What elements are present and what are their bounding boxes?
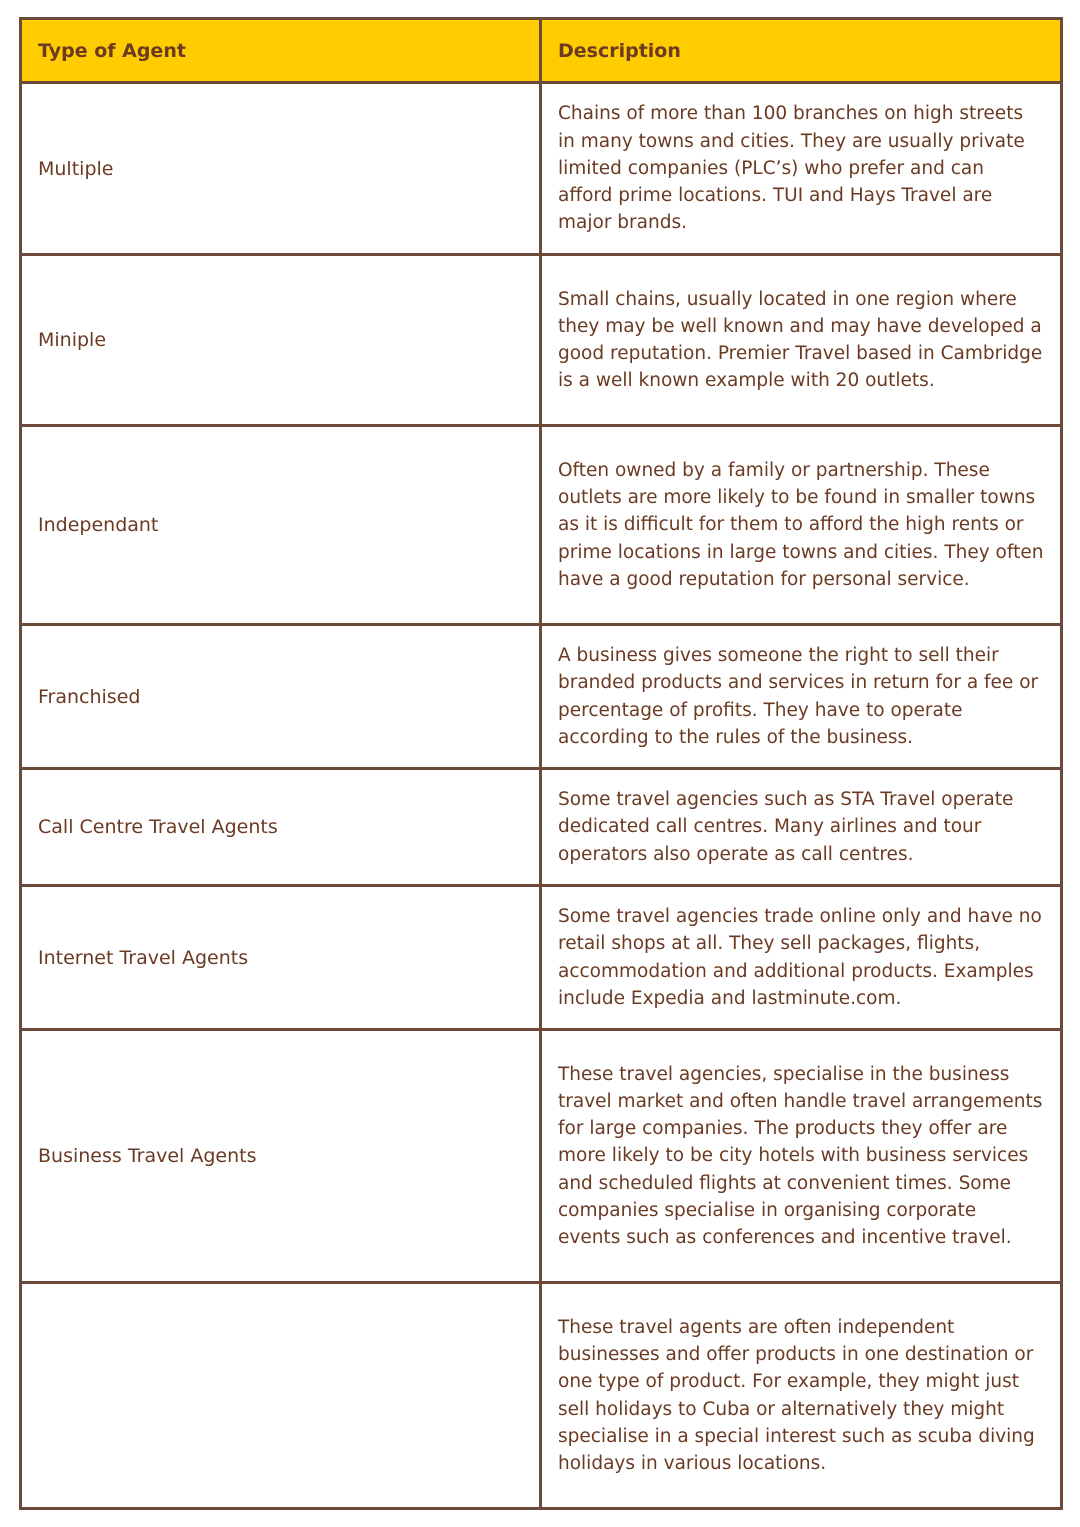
agent-type-cell: [21, 1283, 541, 1509]
agent-description-cell: Small chains, usually located in one region where they may be well known and may have developed a good reputation. Premier Travel based in Cambridge is a well known example with 20 outlets.: [541, 255, 1062, 426]
table-row: [21, 83, 1062, 255]
header-description: Description: [541, 19, 1062, 83]
agent-type-cell: Miniple: [21, 255, 541, 426]
agent-description-cell: Often owned by a family or partnership. These outlets are more likely to be found in smaller towns as it is difficult for them to afford the high rents or prime locations in large towns and cities. They often have a good reputation for personal service.: [541, 426, 1062, 625]
table-header-row: [21, 19, 1062, 83]
table-row: [21, 1030, 1062, 1283]
agent-description-cell: These travel agencies, specialise in the business travel market and often handle travel arrangements for large companies. The products they offer are more likely to be city hotels with business services and scheduled flights at convenient times. Some companies specialise in organising corporate events such as conferences and incentive travel.: [541, 1030, 1062, 1283]
agent-description-cell: Some travel agencies such as STA Travel operate dedicated call centres. Many airlines and tour operators also operate as call centres.: [541, 769, 1062, 886]
agent-type-cell: Call Centre Travel Agents: [21, 769, 541, 886]
agent-type-cell: Multiple: [21, 83, 541, 255]
agent-type-cell: Internet Travel Agents: [21, 886, 541, 1030]
agent-description-cell: A business gives someone the right to sell their branded products and services in return for a fee or percentage of profits. They have to operate according to the rules of the business.: [541, 625, 1062, 769]
header-type-of-agent: Type of Agent: [21, 19, 541, 83]
travel-agent-types-table: [19, 17, 1063, 1510]
table-row: [21, 426, 1062, 625]
table-row: [21, 769, 1062, 886]
agent-description-cell: Some travel agencies trade online only and have no retail shops at all. They sell packages, flights, accommodation and additional products. Examples include Expedia and lastminute.com.: [541, 886, 1062, 1030]
table-row: [21, 255, 1062, 426]
table-row: [21, 625, 1062, 769]
agent-type-cell: Business Travel Agents: [21, 1030, 541, 1283]
agent-type-cell: Independant: [21, 426, 541, 625]
agent-description-cell: These travel agents are often independent businesses and offer products in one destination or one type of product. For example, they might just sell holidays to Cuba or alternatively they might specialise in a special interest such as scuba diving holidays in various locations.: [541, 1283, 1062, 1509]
table-row: [21, 886, 1062, 1030]
table-row: [21, 1283, 1062, 1509]
agent-type-cell: Franchised: [21, 625, 541, 769]
agent-description-cell: Chains of more than 100 branches on high streets in many towns and cities. They are usually private limited companies (PLC’s) who prefer and can afford prime locations. TUI and Hays Travel are major brands.: [541, 83, 1062, 255]
